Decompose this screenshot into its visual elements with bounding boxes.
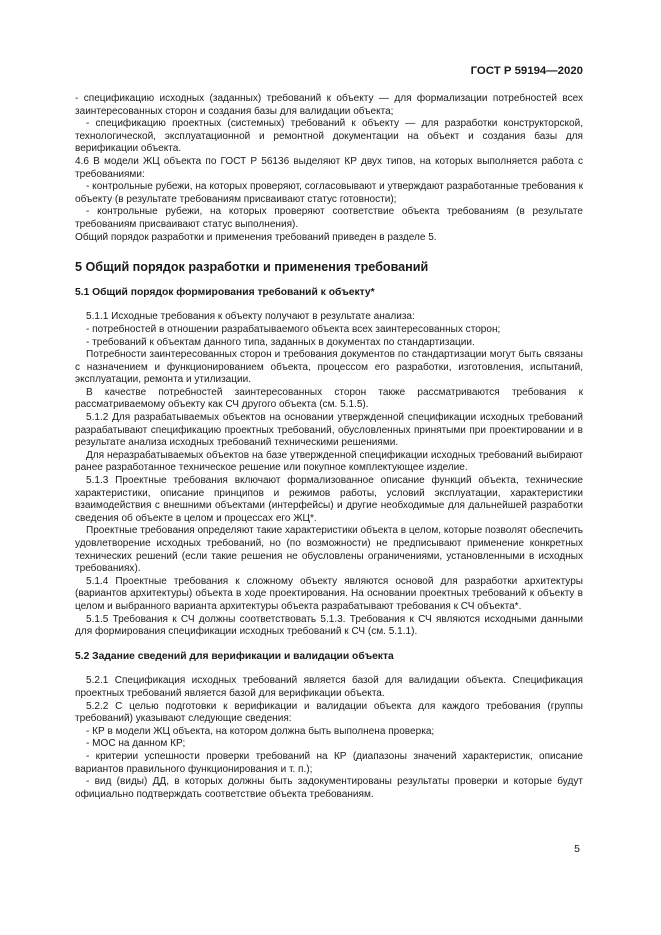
paragraph: 5.2.1 Спецификация исходных требований является базой для валидации объекта. Спецификация проектных требований является базой для верификации объекта. <box>75 675 583 699</box>
paragraph: Потребности заинтересованных сторон и требования документов по стандартизации могут быть связаны с назначением и функционированием объекта, процессом его разработки, изготовления, испытаний, эксплуатации, ремонта и утилизации. <box>75 349 583 386</box>
paragraph: 5.1.5 Требования к СЧ должны соответствовать 5.1.3. Требования к СЧ являются исходными данными для формирования спецификации исходных требований к СЧ (см. 5.1.1). <box>75 613 583 638</box>
intro-block <box>75 93 583 244</box>
paragraph: Проектные требования определяют такие характеристики объекта в целом, которые позволят обеспечить удовлетворение исходных требований, но (по возможности) не предписывают применение конкретных технических решений (если такие решения не обусловлены ограничениями, установленными в исходных требованиях). <box>75 525 584 575</box>
paragraph: - требований к объектам данного типа, заданных в документах по стандартизации. <box>86 336 475 348</box>
paragraph: - вид (виды) ДД, в которых должны быть задокументированы результаты проверки и которые будут официально подтверждать соответствие объекта требованиям. <box>75 776 583 800</box>
section-5-1-body <box>75 311 583 638</box>
paragraph: - спецификацию проектных (системных) требований к объекту — для разработки конструкторской, технологической, эксплуатационной и ремонтной документации на объект и создания базы для верификации объекта. <box>75 118 583 155</box>
paragraph: Для неразрабатываемых объектов на базе утвержденной спецификации исходных требований выбирают ранее разработанное техническое решение или покупное комплектующее изделие. <box>75 449 583 474</box>
paragraph: В качестве потребностей заинтересованных сторон также рассматриваются требования к рассматриваемому объекту как СЧ другого объекта (см. 5.1.5). <box>75 386 583 411</box>
paragraph: 4.6 В модели ЖЦ объекта по ГОСТ Р 56136 выделяют КР двух типов, на которых выполняется работа с требованиями: <box>75 155 583 180</box>
paragraph: - МОС на данном КР; <box>86 738 186 750</box>
section-5-heading: 5 Общий порядок разработки и применения требований <box>75 260 429 275</box>
paragraph: 5.2.2 С целью подготовки к верификации и валидации объекта для каждого требования (группы требований) указывают следующие сведения: <box>75 700 583 725</box>
paragraph: Общий порядок разработки и применения требований приведен в разделе 5. <box>75 231 437 243</box>
paragraph: 5.1.1 Исходные требования к объекту получают в результате анализа: <box>86 311 415 323</box>
paragraph: 5.1.4 Проектные требования к сложному объекту являются основой для разработки архитектуры (вариантов архитектуры) объекта в ходе проектирования. На основании проектных требований к объекту в целом и выбранного варианта архитектуры объекта разрабатывают требования к СЧ объекта*. <box>75 575 583 612</box>
paragraph: - контрольные рубежи, на которых проверяют соответствие объекта требованиям (в результате требованиям присваивают статус выполнения). <box>75 206 583 230</box>
paragraph: - контрольные рубежи, на которых проверяют, согласовывают и утверждают разработанные требования к объекту (в результате требованиям присваивают статус готовности); <box>75 181 583 205</box>
section-5-2-body <box>75 675 583 801</box>
paragraph: 5.1.2 Для разрабатываемых объектов на основании утвержденной спецификации исходных требований разрабатывают спецификацию проектных требований, обусловленных принятыми при проектировании и в результате анализа исходных требований техническими решениями. <box>75 412 583 449</box>
paragraph: 5.1.3 Проектные требования включают формализованное описание функций объекта, технические характеристики, описание принципов и режимов работы, условий эксплуатации, характеристики взаимодействия с внешними объектами (интерфейсы) и другие необходимые для дальнейшей разработки сведения об объекте в целом и процессах его ЖЦ*. <box>75 475 583 524</box>
document-code-header: ГОСТ Р 59194—2020 <box>470 65 583 77</box>
paragraph: - спецификацию исходных (заданных) требований к объекту — для формализации потребностей всех заинтересованных сторон и создания базы для валидации объекта; <box>75 93 583 117</box>
section-5-1-heading: 5.1 Общий порядок формирования требований к объекту* <box>75 286 375 298</box>
page-number: 5 <box>574 843 580 855</box>
section-5-2-heading: 5.2 Задание сведений для верификации и валидации объекта <box>75 650 394 662</box>
paragraph: - КР в модели ЖЦ объекта, на котором должна быть выполнена проверка; <box>86 725 435 737</box>
paragraph: - критерии успешности проверки требований на КР (диапазоны значений характеристик, описание вариантов правильного функционирования и т. п.); <box>75 750 583 775</box>
paragraph: - потребностей в отношении разрабатываемого объекта всех заинтересованных сторон; <box>86 323 501 335</box>
page-content <box>75 93 583 801</box>
